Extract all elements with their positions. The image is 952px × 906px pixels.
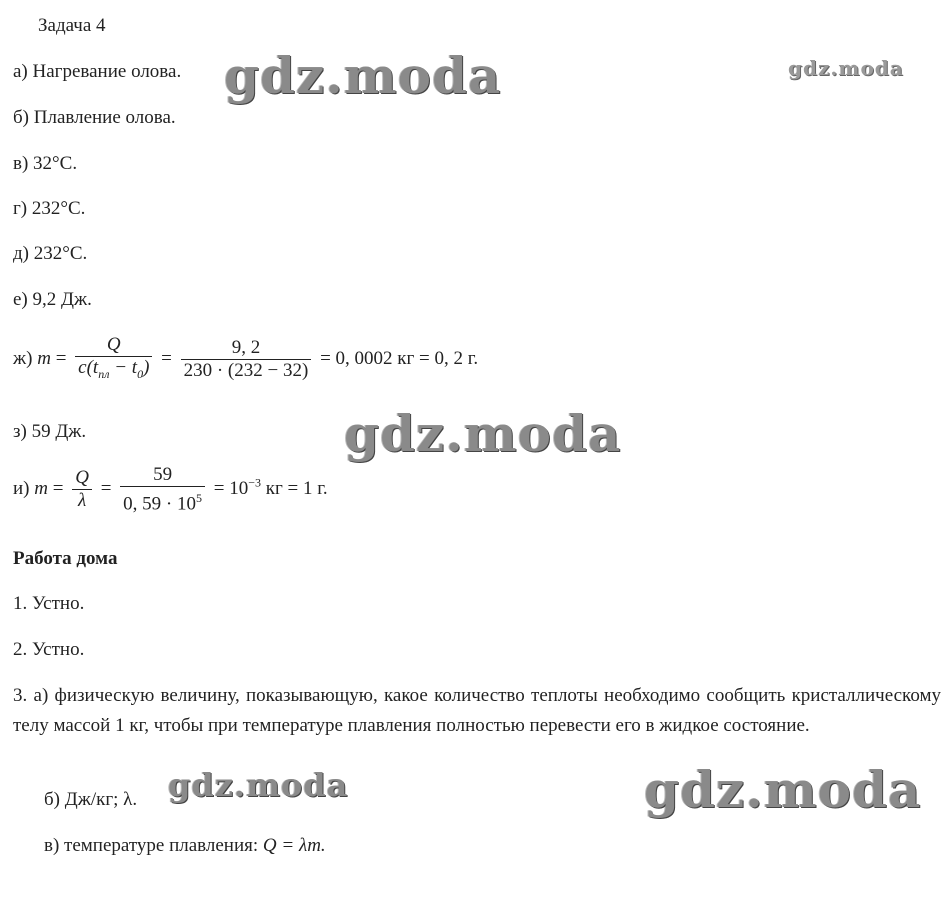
- formula-mass-symbol-i: m: [34, 478, 48, 500]
- formula-fraction-heat: [75, 334, 152, 385]
- answer-e: е) 9,2 Дж.: [13, 289, 92, 310]
- watermark-logo: gdz.moda: [788, 56, 904, 80]
- watermark-logo: gdz.moda: [644, 760, 922, 819]
- formula-mass-symbol: m: [37, 347, 51, 369]
- watermark-logo: gdz.moda: [344, 404, 622, 463]
- fraction-numerator-numeric: 9, 2: [231, 336, 261, 358]
- den-value: 0, 59 · 10: [123, 493, 196, 515]
- fraction-denominator-lambda: λ: [72, 489, 92, 512]
- formula-result-i: [213, 475, 328, 500]
- home-answer-1: 1. Устно.: [13, 593, 85, 614]
- result-base: = 10: [213, 478, 249, 500]
- answer-a: а) Нагревание олова.: [13, 61, 182, 82]
- answer-zh: [13, 334, 478, 385]
- result-exponent: −3: [248, 475, 261, 490]
- watermark-logo: gdz.moda: [168, 766, 349, 804]
- fraction-denominator: [75, 356, 152, 385]
- formula-equals-i: =: [52, 478, 64, 500]
- den-part: c(t: [78, 357, 99, 378]
- watermark-logo: gdz.moda: [224, 46, 502, 105]
- result-unit: кг = 1 г.: [260, 478, 328, 500]
- fraction-numerator: Q: [106, 334, 121, 355]
- home-answer-3b: б) Дж/кг; λ.: [44, 789, 138, 810]
- answer-v: в) 32°С.: [13, 153, 78, 174]
- answer-d: д) 232°С.: [13, 243, 88, 264]
- task-title: Задача 4: [38, 15, 106, 36]
- home-answer-3v-text: в) температуре плавления:: [44, 835, 259, 856]
- den-sub-zero: 0: [137, 366, 144, 381]
- answer-b: б) Плавление олова.: [13, 107, 176, 128]
- formula-heat-of-fusion: Q = λm.: [262, 835, 326, 856]
- home-answer-3v: [44, 834, 326, 858]
- home-answer-3a: 3. а) физическую величину, показывающую, какое количество теплоты необходимо сообщить кристаллическому телу массой 1 кг, чтобы при температуре плавления полностью перевести его в жидкое состояние.: [13, 685, 941, 736]
- den-sub: пл: [98, 366, 110, 381]
- formula-fraction-numeric: [181, 337, 312, 382]
- formula-equals: =: [55, 347, 67, 369]
- formula-equals-i-2: =: [100, 478, 112, 500]
- formula-equals-2: =: [161, 347, 172, 369]
- answer-g: г) 232°С.: [13, 198, 86, 219]
- formula-result: = 0, 0002 кг = 0, 2 г.: [320, 347, 479, 369]
- formula-fraction-numeric-i: [120, 464, 205, 515]
- fraction-denominator-059: [120, 486, 205, 515]
- den-exponent: 5: [195, 491, 202, 505]
- section-heading-home: Работа дома: [13, 548, 118, 569]
- den-part-rest: − t: [109, 357, 138, 378]
- home-answer-2: 2. Устно.: [13, 639, 85, 660]
- den-close: ): [143, 357, 150, 378]
- fraction-numerator-59: 59: [153, 464, 173, 485]
- answer-i: [13, 464, 328, 515]
- answer-i-prefix: и): [13, 478, 30, 500]
- formula-fraction-lambda: [72, 467, 92, 512]
- answer-z: з) 59 Дж.: [13, 421, 87, 442]
- fraction-numerator-q: Q: [75, 467, 89, 489]
- answer-zh-prefix: ж): [13, 347, 33, 369]
- fraction-denominator-numeric: 230 · (232 − 32): [181, 359, 312, 382]
